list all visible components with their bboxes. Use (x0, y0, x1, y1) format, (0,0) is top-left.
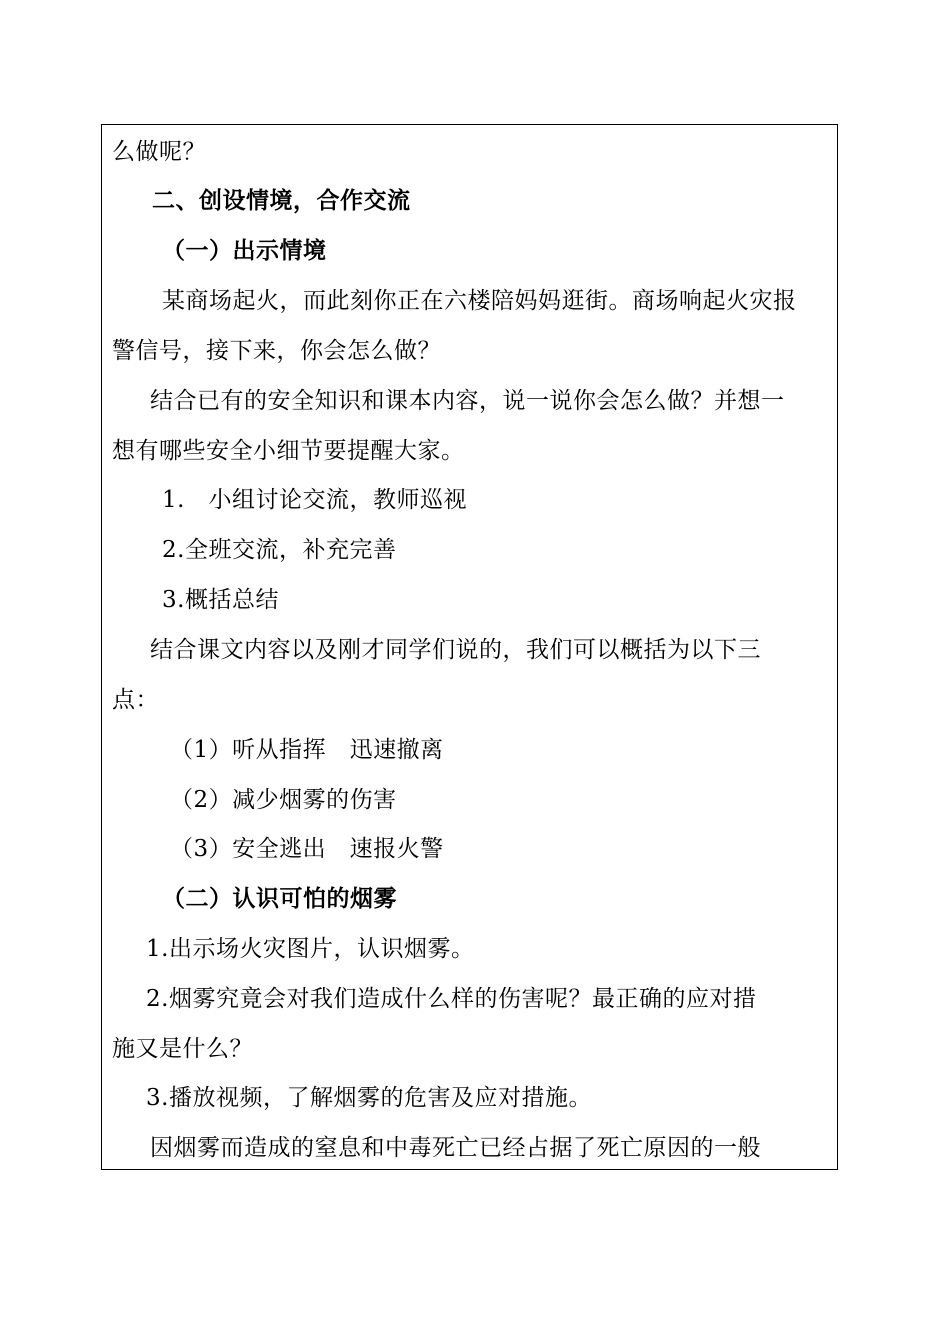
content-frame (101, 124, 838, 1170)
text-line: 点： (112, 687, 159, 713)
text-line: 因烟雾而造成的窒息和中毒死亡已经占据了死亡原因的一般 (150, 1135, 761, 1161)
list-item: 2.全班交流，补充完善 (162, 537, 397, 563)
section-heading: 二、创设情境，合作交流 (152, 187, 411, 214)
list-item: 3.概括总结 (162, 587, 279, 613)
list-item: （1）听从指挥 迅速撤离 (170, 737, 444, 763)
text-line: 施又是什么？ (112, 1036, 253, 1062)
text-line: 警信号，接下来，你会怎么做？ (112, 338, 441, 364)
subsection-heading: （一）出示情境 (162, 237, 327, 264)
text-line: 结合课文内容以及刚才同学们说的，我们可以概括为以下三 (150, 637, 761, 663)
text-line: 么做呢？ (112, 139, 206, 165)
text-line: 结合已有的安全知识和课本内容，说一说你会怎么做？并想一 (150, 388, 785, 414)
list-item: （3）安全逃出 速报火警 (170, 836, 444, 862)
list-item: 3.播放视频，了解烟雾的危害及应对措施。 (146, 1085, 592, 1111)
list-item: （2）减少烟雾的伤害 (170, 787, 397, 813)
list-item: 1.出示场火灾图片，认识烟雾。 (146, 936, 475, 962)
text-line: 某商场起火，而此刻你正在六楼陪妈妈逛街。商场响起火灾报 (162, 288, 797, 314)
subsection-heading: （二）认识可怕的烟雾 (162, 885, 397, 912)
list-item: 1. 小组讨论交流，教师巡视 (162, 487, 467, 513)
list-item: 2.烟雾究竟会对我们造成什么样的伤害呢？最正确的应对措 (146, 986, 757, 1012)
text-line: 想有哪些安全小细节要提醒大家。 (112, 438, 465, 464)
